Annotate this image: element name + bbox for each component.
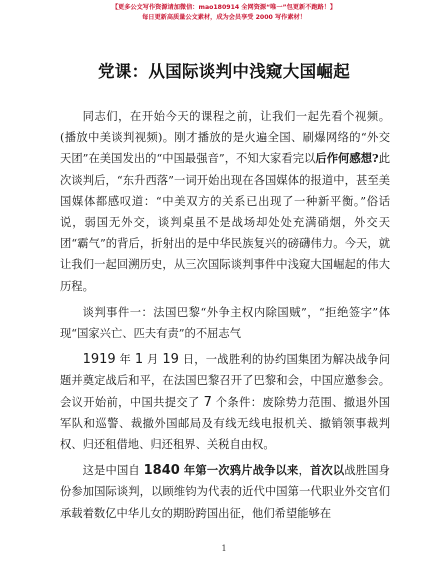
- p3-text-3: 日，一战胜利的协约国集团为解决战争问题并奠定战后和平，在法国巴黎召开了巴黎和会，中国应邀参会。会议开始前，中国共提交了: [60, 353, 391, 409]
- p1-text-b: 此次谈判后，“东升西落”一词开始出现在各国媒体的报道中，甚至美国媒体都感叹道：“中美双方的关系已出现了一种新平衡。”俗话说，弱国无外交，谈判桌虽不是战场却处处充满硝烟，外交天团“霸气”的背后，折射出的是中华民族复兴的磅礴伟力。今天，就让我们一起回溯历史，从三次国际谈判事件中浅窥大国崛起的伟大历程。: [60, 152, 390, 293]
- p3-text-2: 月: [143, 353, 163, 367]
- document-title: 党课：从国际谈判中浅窥大国崛起: [98, 62, 350, 81]
- document-body: [60, 106, 390, 524]
- paragraph-4: [60, 460, 390, 524]
- p4-bold-1: 年第一次鸦片战争以来: [179, 463, 299, 478]
- p3-month: 1: [134, 352, 144, 368]
- p3-text-1: 年: [115, 353, 135, 367]
- paragraph-3: [60, 349, 390, 455]
- p1-text-a: 同志们，在开始今天的课程之前，让我们一起先看个视频。(播放中美谈判视频)。刚才播放的是火遍全国、刷爆网络的“外交天团”在美国发出的“中国最强音”，不知大家看完以: [60, 110, 390, 166]
- p3-count: 7: [203, 394, 212, 410]
- p4-text-1: 这是中国自: [82, 464, 144, 478]
- p4-text-3: 战胜国身份参加国际谈判，以顾维钧为代表的近代中国第一代职业外交官们承载着数亿中华儿女的期盼跨国出征，他们希望能够在: [60, 464, 390, 520]
- p4-text-2: ，: [298, 464, 310, 478]
- p4-year: 1840: [143, 463, 180, 479]
- page-number: 1: [221, 544, 227, 553]
- p3-text-4: 个条件：废除势力范围、撤退外国军队和巡警、裁撤外国邮局及有线无线电报机关、撤销领事裁判权、归还租借地、归还租界、关税自由权。: [60, 395, 391, 452]
- p1-bold: 后作何感想?: [315, 151, 379, 166]
- promo-line-2: 每日更新高质量公文素材，成为会员享受 2000 写作素材！: [142, 14, 306, 21]
- p3-day: 19: [162, 352, 179, 368]
- promo-header: [0, 3, 448, 23]
- paragraph-1: [60, 106, 390, 297]
- paragraph-2: 谈判事件一：法国巴黎“外争主权内除国贼”，“拒绝签字”体现“国家兴亡、匹夫有责”的不屈志气: [60, 305, 390, 341]
- p3-year: 1919: [82, 352, 116, 368]
- promo-line-1: 【更多公文写作资源请加微信：mao180914 全网资源“唯一”包更新不跑路！】: [111, 4, 337, 11]
- p4-bold-2: 首次以: [309, 463, 345, 478]
